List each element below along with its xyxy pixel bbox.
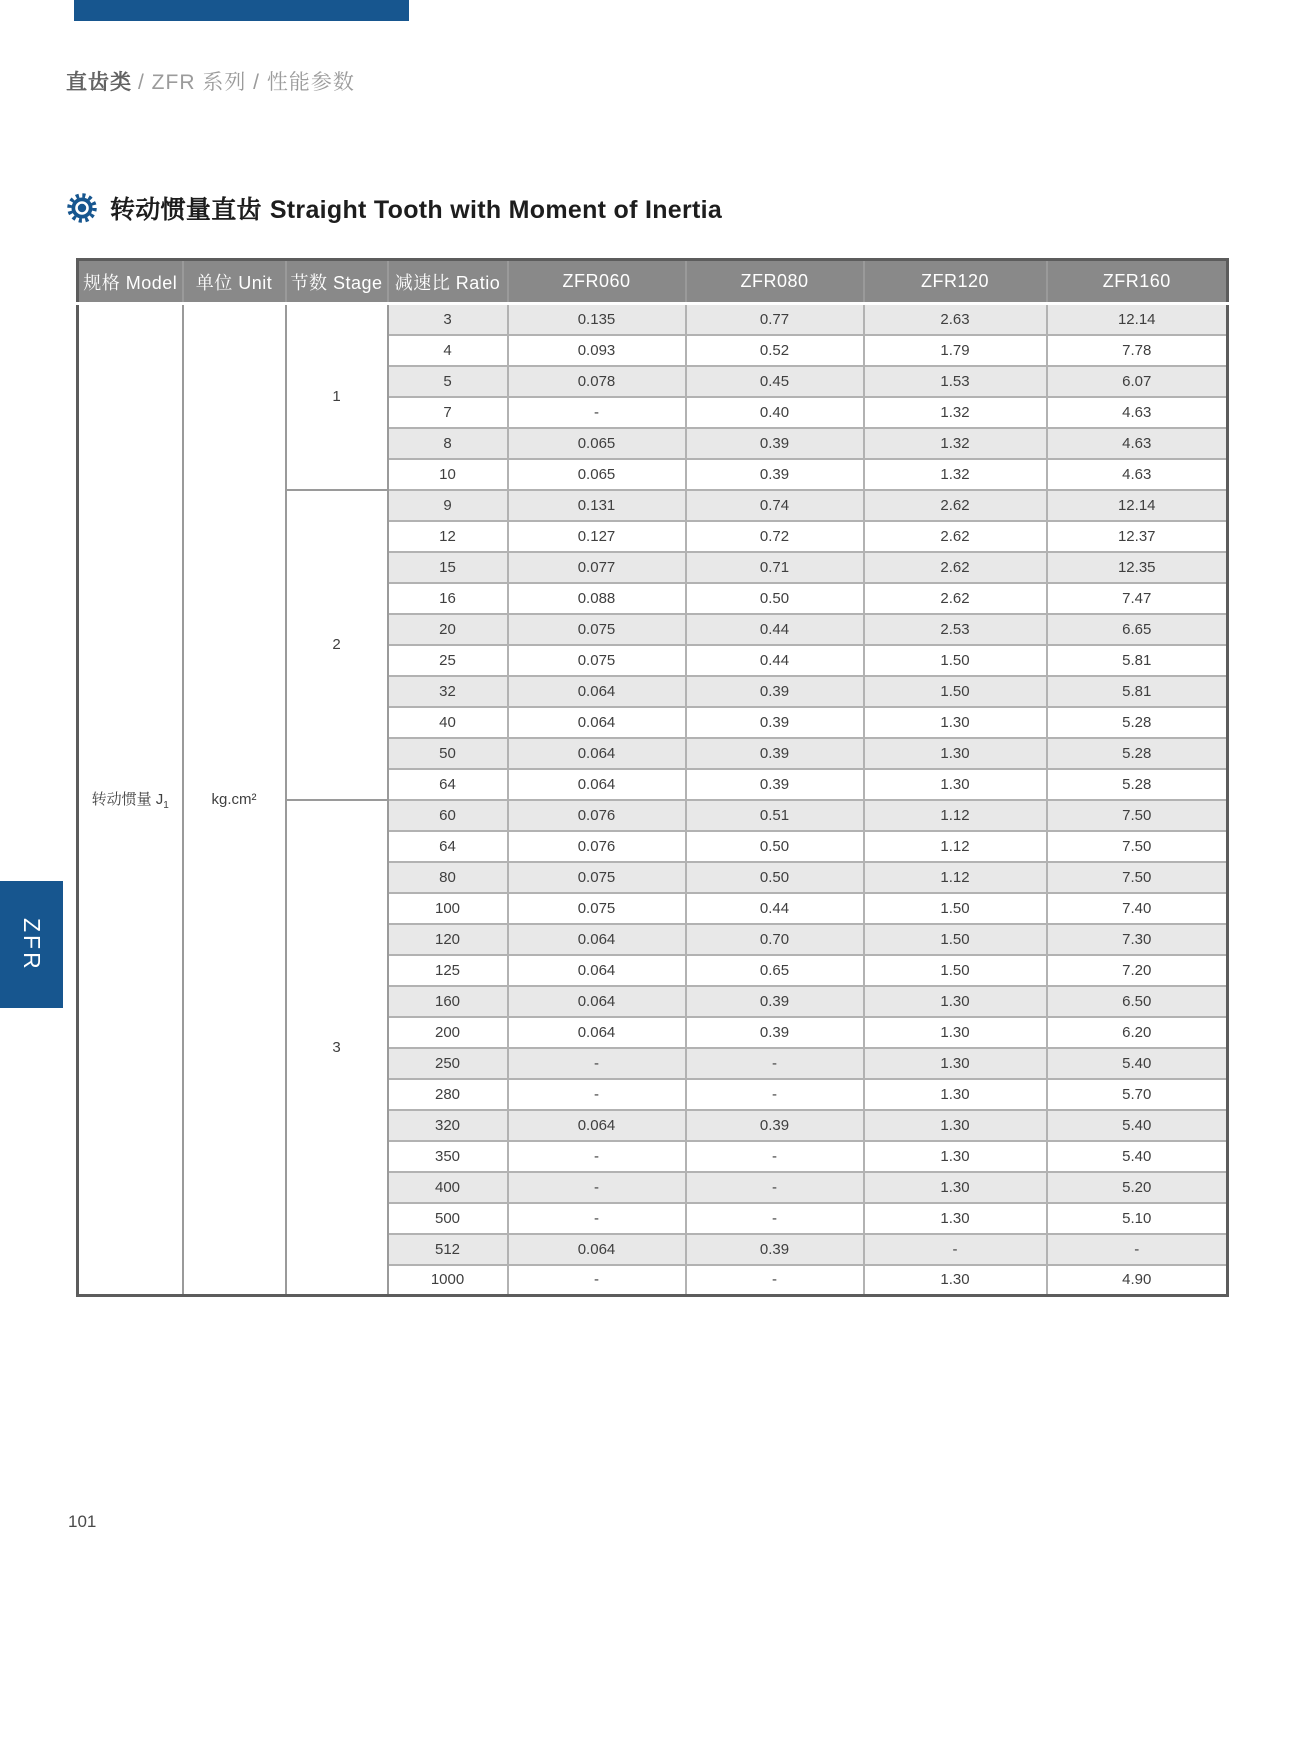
value-cell: 0.77 xyxy=(686,304,864,335)
value-cell: 1.32 xyxy=(864,397,1047,428)
value-cell: - xyxy=(1047,1234,1228,1265)
value-cell: 5.10 xyxy=(1047,1203,1228,1234)
value-cell: 0.70 xyxy=(686,924,864,955)
value-cell: 1.50 xyxy=(864,924,1047,955)
breadcrumb xyxy=(66,66,355,96)
value-cell: 4.90 xyxy=(1047,1265,1228,1296)
page-number: 101 xyxy=(68,1512,97,1531)
header-ratio: 减速比 Ratio xyxy=(388,260,508,304)
value-cell: 0.44 xyxy=(686,645,864,676)
ratio-cell: 200 xyxy=(388,1017,508,1048)
value-cell: 5.20 xyxy=(1047,1172,1228,1203)
value-cell: 1.30 xyxy=(864,1203,1047,1234)
value-cell: 1.32 xyxy=(864,428,1047,459)
value-cell: 0.44 xyxy=(686,893,864,924)
value-cell: 1.12 xyxy=(864,862,1047,893)
value-cell: 5.40 xyxy=(1047,1110,1228,1141)
value-cell: 1.50 xyxy=(864,955,1047,986)
value-cell: 1.30 xyxy=(864,769,1047,800)
value-cell: 4.63 xyxy=(1047,428,1228,459)
value-cell: 4.63 xyxy=(1047,459,1228,490)
ratio-cell: 5 xyxy=(388,366,508,397)
header-stage: 节数 Stage xyxy=(286,260,388,304)
value-cell: 0.064 xyxy=(508,1234,686,1265)
value-cell: 12.37 xyxy=(1047,521,1228,552)
ratio-cell: 64 xyxy=(388,769,508,800)
header-zfr120: ZFR120 xyxy=(864,260,1047,304)
value-cell: 0.064 xyxy=(508,1110,686,1141)
value-cell: 5.28 xyxy=(1047,769,1228,800)
value-cell: 2.53 xyxy=(864,614,1047,645)
inertia-table-body xyxy=(78,304,1228,1296)
page-title-zh: 转动惯量直齿 xyxy=(110,196,262,224)
ratio-cell: 80 xyxy=(388,862,508,893)
ratio-cell: 500 xyxy=(388,1203,508,1234)
value-cell: 0.44 xyxy=(686,614,864,645)
value-cell: 4.63 xyxy=(1047,397,1228,428)
value-cell: - xyxy=(864,1234,1047,1265)
header-unit: 单位 Unit xyxy=(183,260,286,304)
header-model: 规格 Model xyxy=(78,260,183,304)
ratio-cell: 250 xyxy=(388,1048,508,1079)
sidebar-tab-zfr xyxy=(0,881,63,1008)
value-cell: - xyxy=(686,1203,864,1234)
value-cell: 2.62 xyxy=(864,583,1047,614)
value-cell: - xyxy=(508,1265,686,1296)
value-cell: 0.076 xyxy=(508,831,686,862)
value-cell: 0.39 xyxy=(686,986,864,1017)
sidebar-tab-label: ZFR xyxy=(19,917,45,972)
stage-cell: 1 xyxy=(286,304,388,490)
value-cell: 5.81 xyxy=(1047,676,1228,707)
ratio-cell: 160 xyxy=(388,986,508,1017)
page-title xyxy=(110,190,722,226)
value-cell: 0.065 xyxy=(508,428,686,459)
value-cell: 6.07 xyxy=(1047,366,1228,397)
header-zfr160: ZFR160 xyxy=(1047,260,1228,304)
value-cell: 7.20 xyxy=(1047,955,1228,986)
model-label: 转动惯量 J xyxy=(91,791,164,808)
gear-icon xyxy=(66,192,98,224)
value-cell: 0.39 xyxy=(686,459,864,490)
value-cell: 7.78 xyxy=(1047,335,1228,366)
value-cell: 1.32 xyxy=(864,459,1047,490)
ratio-cell: 120 xyxy=(388,924,508,955)
value-cell: - xyxy=(686,1079,864,1110)
ratio-cell: 4 xyxy=(388,335,508,366)
value-cell: 1.30 xyxy=(864,1265,1047,1296)
ratio-cell: 16 xyxy=(388,583,508,614)
value-cell: 0.075 xyxy=(508,645,686,676)
value-cell: 0.064 xyxy=(508,986,686,1017)
value-cell: 0.50 xyxy=(686,831,864,862)
breadcrumb-category: 直齿类 xyxy=(66,71,132,94)
value-cell: 0.39 xyxy=(686,428,864,459)
value-cell: 0.131 xyxy=(508,490,686,521)
value-cell: 6.20 xyxy=(1047,1017,1228,1048)
value-cell: 1.30 xyxy=(864,1017,1047,1048)
value-cell: 0.076 xyxy=(508,800,686,831)
ratio-cell: 3 xyxy=(388,304,508,335)
value-cell: 7.47 xyxy=(1047,583,1228,614)
model-label-subscript: 1 xyxy=(163,800,169,811)
value-cell: 7.50 xyxy=(1047,831,1228,862)
value-cell: 0.39 xyxy=(686,1110,864,1141)
ratio-cell: 50 xyxy=(388,738,508,769)
value-cell: - xyxy=(508,1172,686,1203)
value-cell: 0.51 xyxy=(686,800,864,831)
value-cell: 1.12 xyxy=(864,831,1047,862)
value-cell: 0.077 xyxy=(508,552,686,583)
value-cell: 0.50 xyxy=(686,583,864,614)
stage-cell: 3 xyxy=(286,800,388,1296)
value-cell: 0.064 xyxy=(508,924,686,955)
value-cell: 7.30 xyxy=(1047,924,1228,955)
ratio-cell: 7 xyxy=(388,397,508,428)
value-cell: 1.30 xyxy=(864,707,1047,738)
value-cell: 0.064 xyxy=(508,1017,686,1048)
value-cell: - xyxy=(686,1172,864,1203)
value-cell: 0.064 xyxy=(508,955,686,986)
value-cell: 5.28 xyxy=(1047,707,1228,738)
stage-cell: 2 xyxy=(286,490,388,800)
value-cell: 0.064 xyxy=(508,738,686,769)
value-cell: 0.50 xyxy=(686,862,864,893)
ratio-cell: 320 xyxy=(388,1110,508,1141)
value-cell: 0.39 xyxy=(686,769,864,800)
header-zfr060: ZFR060 xyxy=(508,260,686,304)
value-cell: 0.39 xyxy=(686,1017,864,1048)
value-cell: 0.064 xyxy=(508,769,686,800)
ratio-cell: 40 xyxy=(388,707,508,738)
value-cell: 0.45 xyxy=(686,366,864,397)
value-cell: - xyxy=(508,397,686,428)
ratio-cell: 125 xyxy=(388,955,508,986)
value-cell: 0.39 xyxy=(686,1234,864,1265)
value-cell: 0.075 xyxy=(508,614,686,645)
value-cell: - xyxy=(508,1203,686,1234)
value-cell: 1.30 xyxy=(864,1048,1047,1079)
model-cell xyxy=(78,304,183,1296)
ratio-cell: 64 xyxy=(388,831,508,862)
ratio-cell: 32 xyxy=(388,676,508,707)
value-cell: 2.62 xyxy=(864,521,1047,552)
value-cell: 7.50 xyxy=(1047,862,1228,893)
value-cell: 5.40 xyxy=(1047,1141,1228,1172)
value-cell: 0.065 xyxy=(508,459,686,490)
value-cell: 0.078 xyxy=(508,366,686,397)
value-cell: 0.71 xyxy=(686,552,864,583)
value-cell: 0.127 xyxy=(508,521,686,552)
value-cell: 1.50 xyxy=(864,676,1047,707)
section-title-row xyxy=(66,190,722,226)
value-cell: 7.40 xyxy=(1047,893,1228,924)
value-cell: 5.81 xyxy=(1047,645,1228,676)
ratio-cell: 512 xyxy=(388,1234,508,1265)
ratio-cell: 8 xyxy=(388,428,508,459)
value-cell: 0.52 xyxy=(686,335,864,366)
value-cell: 1.30 xyxy=(864,738,1047,769)
ratio-cell: 280 xyxy=(388,1079,508,1110)
value-cell: 5.40 xyxy=(1047,1048,1228,1079)
value-cell: - xyxy=(508,1079,686,1110)
value-cell: - xyxy=(508,1048,686,1079)
ratio-cell: 15 xyxy=(388,552,508,583)
value-cell: 2.62 xyxy=(864,490,1047,521)
value-cell: 0.39 xyxy=(686,738,864,769)
value-cell: 1.30 xyxy=(864,1172,1047,1203)
value-cell: 1.30 xyxy=(864,1079,1047,1110)
value-cell: 1.53 xyxy=(864,366,1047,397)
value-cell: 0.093 xyxy=(508,335,686,366)
top-accent-bar xyxy=(74,0,409,21)
ratio-cell: 400 xyxy=(388,1172,508,1203)
ratio-cell: 9 xyxy=(388,490,508,521)
value-cell: 0.39 xyxy=(686,676,864,707)
breadcrumb-rest: / ZFR 系列 / 性能参数 xyxy=(138,71,355,94)
ratio-cell: 20 xyxy=(388,614,508,645)
value-cell: 0.65 xyxy=(686,955,864,986)
value-cell: 5.28 xyxy=(1047,738,1228,769)
header-zfr080: ZFR080 xyxy=(686,260,864,304)
value-cell: 6.50 xyxy=(1047,986,1228,1017)
value-cell: 2.62 xyxy=(864,552,1047,583)
value-cell: 7.50 xyxy=(1047,800,1228,831)
value-cell: 0.064 xyxy=(508,676,686,707)
value-cell: 0.075 xyxy=(508,893,686,924)
value-cell: 0.39 xyxy=(686,707,864,738)
value-cell: 1.50 xyxy=(864,893,1047,924)
value-cell: 12.14 xyxy=(1047,304,1228,335)
value-cell: 0.135 xyxy=(508,304,686,335)
value-cell: 0.72 xyxy=(686,521,864,552)
value-cell: 1.30 xyxy=(864,986,1047,1017)
value-cell: 12.35 xyxy=(1047,552,1228,583)
unit-cell: kg.cm² xyxy=(183,304,286,1296)
value-cell: 1.12 xyxy=(864,800,1047,831)
ratio-cell: 10 xyxy=(388,459,508,490)
value-cell: 0.40 xyxy=(686,397,864,428)
table-row xyxy=(78,304,1228,335)
value-cell: 0.064 xyxy=(508,707,686,738)
ratio-cell: 25 xyxy=(388,645,508,676)
value-cell: 0.74 xyxy=(686,490,864,521)
value-cell: - xyxy=(686,1048,864,1079)
ratio-cell: 12 xyxy=(388,521,508,552)
ratio-cell: 60 xyxy=(388,800,508,831)
value-cell: 1.79 xyxy=(864,335,1047,366)
value-cell: 1.30 xyxy=(864,1110,1047,1141)
value-cell: - xyxy=(508,1141,686,1172)
ratio-cell: 100 xyxy=(388,893,508,924)
value-cell: 12.14 xyxy=(1047,490,1228,521)
value-cell: - xyxy=(686,1141,864,1172)
ratio-cell: 1000 xyxy=(388,1265,508,1296)
value-cell: 1.50 xyxy=(864,645,1047,676)
ratio-cell: 350 xyxy=(388,1141,508,1172)
value-cell: 0.075 xyxy=(508,862,686,893)
value-cell: 6.65 xyxy=(1047,614,1228,645)
value-cell: 2.63 xyxy=(864,304,1047,335)
value-cell: 5.70 xyxy=(1047,1079,1228,1110)
inertia-spec-table xyxy=(76,258,1229,1297)
value-cell: - xyxy=(686,1265,864,1296)
table-header-row xyxy=(78,260,1228,304)
value-cell: 1.30 xyxy=(864,1141,1047,1172)
value-cell: 0.088 xyxy=(508,583,686,614)
page-title-en: Straight Tooth with Moment of Inertia xyxy=(269,196,723,224)
